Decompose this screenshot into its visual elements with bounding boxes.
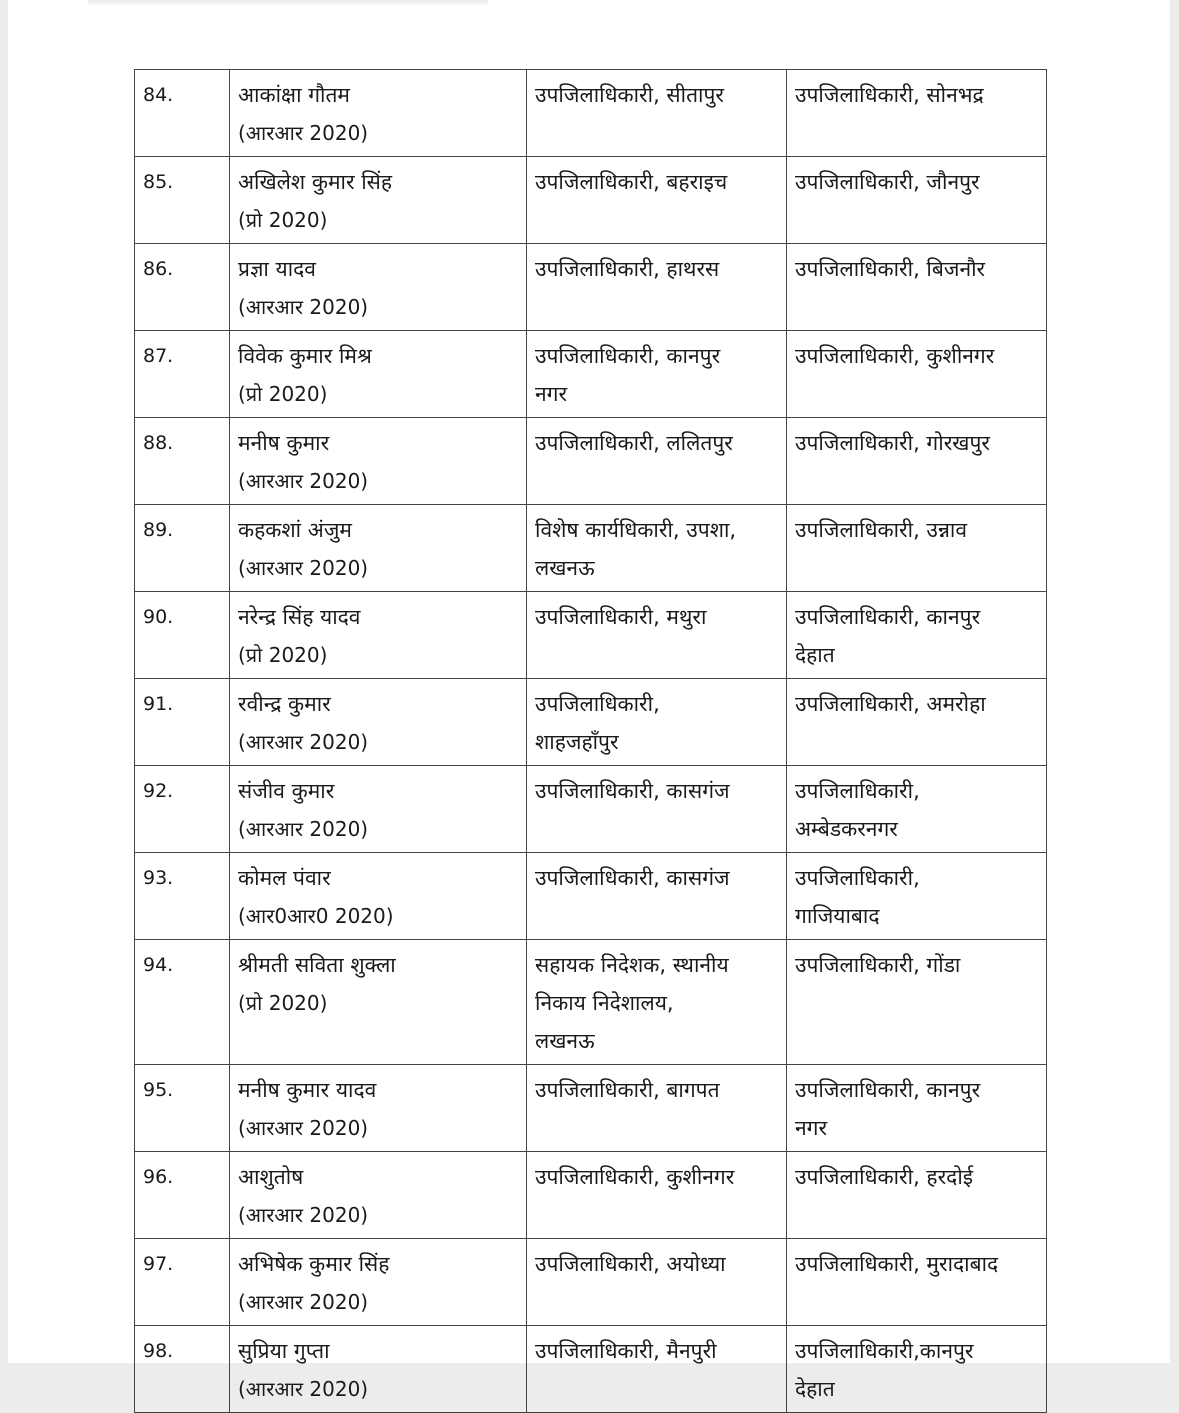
officer-cell [230,592,527,679]
current-posting [527,1239,787,1326]
officer-batch: (प्रो 2020) [238,208,328,232]
table-row [135,1326,1047,1413]
officer-batch: (आरआर 2020) [238,556,369,580]
new-posting-line: अम्बेडकरनगर [795,817,898,841]
new-posting-line: उपजिलाधिकारी, [795,779,920,803]
current-posting-line: उपजिलाधिकारी, कासगंज [535,779,730,803]
table-row [135,679,1047,766]
serial-number: 91. [135,679,230,766]
officer-name: रवीन्द्र कुमार [238,692,331,716]
new-posting [787,1065,1047,1152]
serial-number: 94. [135,940,230,1065]
current-posting [527,679,787,766]
serial-number: 84. [135,70,230,157]
current-posting [527,853,787,940]
new-posting [787,940,1047,1065]
new-posting-line: उपजिलाधिकारी, उन्नाव [795,518,968,542]
current-posting-line: उपजिलाधिकारी, कानपुर [535,344,721,368]
transfer-table [134,69,1047,1413]
current-posting-line: उपजिलाधिकारी, मथुरा [535,605,707,629]
new-posting [787,1239,1047,1326]
new-posting-line: उपजिलाधिकारी, सोनभद्र [795,83,984,107]
new-posting-line: उपजिलाधिकारी, [795,866,920,890]
table-row [135,1065,1047,1152]
officer-name: सुप्रिया गुप्ता [238,1339,330,1363]
current-posting-line: शाहजहाँपुर [535,730,619,754]
current-posting [527,1065,787,1152]
new-posting-line: उपजिलाधिकारी, कानपुर [795,605,981,629]
new-posting-line: उपजिलाधिकारी, गोंडा [795,953,961,977]
new-posting [787,1152,1047,1239]
current-posting-line: उपजिलाधिकारी, ललितपुर [535,431,733,455]
current-posting-line: उपजिलाधिकारी, सीतापुर [535,83,724,107]
current-posting [527,505,787,592]
officer-name: संजीव कुमार [238,779,335,803]
new-posting [787,766,1047,853]
officer-cell [230,505,527,592]
table-row [135,1239,1047,1326]
new-posting [787,70,1047,157]
table-row [135,766,1047,853]
serial-number: 85. [135,157,230,244]
current-posting [527,940,787,1065]
current-posting [527,766,787,853]
new-posting [787,244,1047,331]
new-posting-line: उपजिलाधिकारी, गोरखपुर [795,431,990,455]
serial-number: 89. [135,505,230,592]
new-posting-line: देहात [795,1377,835,1401]
new-posting-line: नगर [795,1116,828,1140]
officer-name: अखिलेश कुमार सिंह [238,170,393,194]
current-posting-line: नगर [535,382,568,406]
new-posting [787,1326,1047,1413]
officer-name: विवेक कुमार मिश्र [238,344,372,368]
table-row [135,592,1047,679]
officer-name: प्रज्ञा यादव [238,257,316,281]
officer-batch: (प्रो 2020) [238,991,328,1015]
officer-cell [230,157,527,244]
new-posting-line: उपजिलाधिकारी, कुशीनगर [795,344,995,368]
officer-name: कहकशां अंजुम [238,518,352,542]
serial-number: 92. [135,766,230,853]
document-page [8,0,1170,1401]
officer-cell [230,766,527,853]
table-row [135,853,1047,940]
officer-cell [230,679,527,766]
serial-number: 90. [135,592,230,679]
officer-batch: (आरआर 2020) [238,1290,369,1314]
officer-cell [230,1065,527,1152]
officer-name: श्रीमती सविता शुक्ला [238,953,396,977]
current-posting-line: उपजिलाधिकारी, बहराइच [535,170,728,194]
new-posting [787,505,1047,592]
officer-name: मनीष कुमार यादव [238,1078,377,1102]
current-posting-line: उपजिलाधिकारी, कासगंज [535,866,730,890]
serial-number: 93. [135,853,230,940]
table-row [135,157,1047,244]
new-posting-line: उपजिलाधिकारी, मुरादाबाद [795,1252,999,1276]
new-posting [787,157,1047,244]
current-posting [527,157,787,244]
current-posting-line: विशेष कार्यधिकारी, उपशा, [535,518,737,542]
officer-batch: (प्रो 2020) [238,643,328,667]
current-posting-line: लखनऊ [535,556,595,580]
current-posting-line: लखनऊ [535,1029,595,1053]
current-posting [527,244,787,331]
officer-batch: (आरआर 2020) [238,295,369,319]
officer-name: कोमल पंवार [238,866,331,890]
table-row [135,244,1047,331]
serial-number: 95. [135,1065,230,1152]
page-edge-shadow [88,0,488,6]
new-posting-line: देहात [795,643,835,667]
officer-cell [230,1326,527,1413]
current-posting [527,70,787,157]
current-posting-line: उपजिलाधिकारी, बागपत [535,1078,720,1102]
serial-number: 87. [135,331,230,418]
table-row [135,505,1047,592]
table-row [135,940,1047,1065]
officer-name: मनीष कुमार [238,431,330,455]
new-posting-line: उपजिलाधिकारी, कानपुर [795,1078,981,1102]
officer-cell [230,70,527,157]
serial-number: 96. [135,1152,230,1239]
officer-batch: (आरआर 2020) [238,1377,369,1401]
current-posting-line: निकाय निदेशालय, [535,991,674,1015]
new-posting [787,418,1047,505]
current-posting-line: उपजिलाधिकारी, मैनपुरी [535,1339,717,1363]
new-posting-line: उपजिलाधिकारी, हरदोई [795,1165,974,1189]
officer-name: नरेन्द्र सिंह यादव [238,605,361,629]
officer-cell [230,418,527,505]
new-posting [787,592,1047,679]
table-row [135,70,1047,157]
officer-name: आशुतोष [238,1165,304,1189]
current-posting-line: उपजिलाधिकारी, अयोध्या [535,1252,726,1276]
serial-number: 86. [135,244,230,331]
new-posting [787,679,1047,766]
table-row [135,1152,1047,1239]
officer-batch: (आरआर 2020) [238,469,369,493]
new-posting [787,853,1047,940]
current-posting-line: उपजिलाधिकारी, [535,692,660,716]
current-posting [527,592,787,679]
new-posting-line: उपजिलाधिकारी, जौनपुर [795,170,980,194]
officer-batch: (आरआर 2020) [238,730,369,754]
new-posting-line: उपजिलाधिकारी, अमरोहा [795,692,986,716]
officer-batch: (आरआर 2020) [238,121,369,145]
officer-batch: (आरआर 2020) [238,1116,369,1140]
serial-number: 88. [135,418,230,505]
current-posting-line: सहायक निदेशक, स्थानीय [535,953,729,977]
officer-cell [230,244,527,331]
officer-batch: (आरआर 2020) [238,817,369,841]
officer-cell [230,940,527,1065]
officer-cell [230,331,527,418]
current-posting [527,331,787,418]
officer-batch: (आर0आर0 2020) [238,904,394,928]
serial-number: 97. [135,1239,230,1326]
current-posting-line: उपजिलाधिकारी, कुशीनगर [535,1165,735,1189]
new-posting-line: गाजियाबाद [795,904,880,928]
officer-batch: (आरआर 2020) [238,1203,369,1227]
new-posting-line: उपजिलाधिकारी, बिजनौर [795,257,986,281]
officer-cell [230,1239,527,1326]
new-posting-line: उपजिलाधिकारी,कानपुर [795,1339,974,1363]
current-posting [527,1326,787,1413]
current-posting-line: उपजिलाधिकारी, हाथरस [535,257,720,281]
officer-cell [230,853,527,940]
current-posting [527,1152,787,1239]
table-row [135,418,1047,505]
officer-name: अभिषेक कुमार सिंह [238,1252,390,1276]
officer-batch: (प्रो 2020) [238,382,328,406]
table-row [135,331,1047,418]
new-posting [787,331,1047,418]
table-body [135,70,1047,1413]
officer-name: आकांक्षा गौतम [238,83,350,107]
officer-cell [230,1152,527,1239]
serial-number: 98. [135,1326,230,1413]
current-posting [527,418,787,505]
